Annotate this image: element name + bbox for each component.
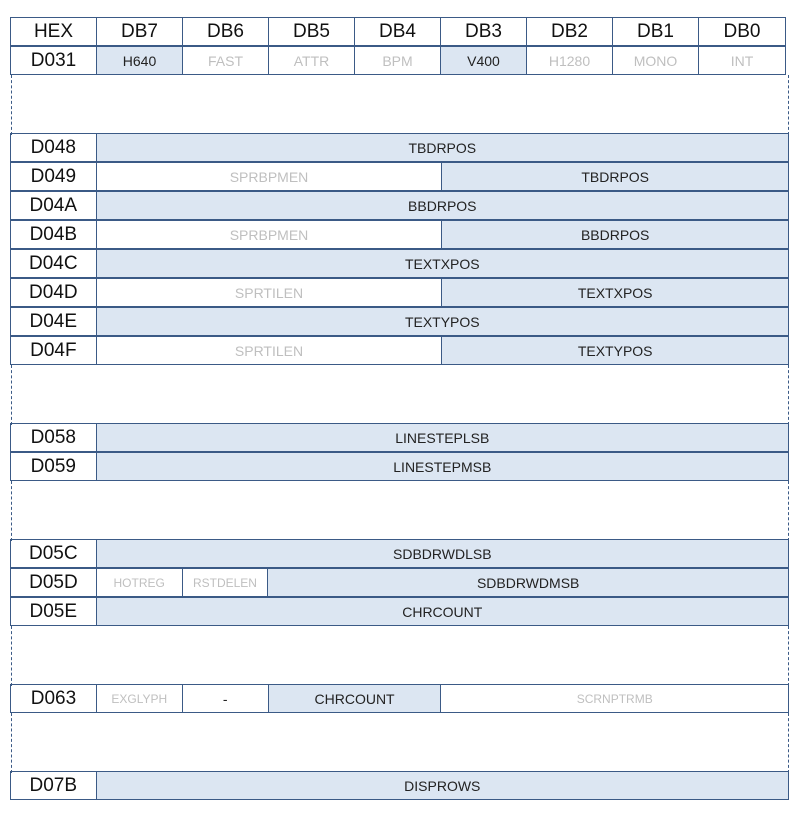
register-address: D05E: [10, 597, 97, 626]
bit-field: HOTREG: [96, 568, 183, 597]
bit-field: SCRNPTRMB: [440, 684, 789, 713]
bit-field: TEXTXPOS: [96, 249, 789, 278]
bit-field: SPRBPMEN: [96, 220, 443, 249]
bit-field: ATTR: [268, 46, 355, 75]
bit-field: TEXTYPOS: [441, 336, 789, 365]
register-address: D04B: [10, 220, 97, 249]
register-address: D04D: [10, 278, 97, 307]
bit-field: LINESTEPMSB: [96, 452, 789, 481]
register-row: [11, 569, 789, 598]
register-address: D063: [10, 684, 97, 713]
register-address: D04A: [10, 191, 97, 220]
bit-header-db5: DB5: [268, 17, 355, 46]
bit-field: BBDRPOS: [441, 220, 789, 249]
register-row: [11, 47, 789, 76]
bit-field: BPM: [354, 46, 441, 75]
register-address: D04F: [10, 336, 97, 365]
register-address: D048: [10, 133, 97, 162]
register-address: D058: [10, 423, 97, 452]
group-separator: [11, 366, 789, 424]
register-address: D049: [10, 162, 97, 191]
bit-header-db4: DB4: [354, 17, 441, 46]
register-row: [11, 598, 789, 627]
register-row: [11, 424, 789, 453]
register-row: [11, 279, 789, 308]
bit-field: FAST: [182, 46, 269, 75]
bit-field: SPRTILEN: [96, 278, 443, 307]
bit-header-db6: DB6: [182, 17, 269, 46]
group-separator: [11, 714, 789, 772]
register-address: D059: [10, 452, 97, 481]
bit-field: V400: [440, 46, 527, 75]
bit-field: BBDRPOS: [96, 191, 789, 220]
register-address: D07B: [10, 771, 97, 800]
group-separator: [11, 627, 789, 685]
group-separator: [11, 482, 789, 540]
group-separator: [11, 76, 789, 134]
bit-header-db0: DB0: [698, 17, 786, 46]
register-row: [11, 337, 789, 366]
register-address: D05D: [10, 568, 97, 597]
register-row: [11, 192, 789, 221]
register-row: [11, 453, 789, 482]
bit-field: H640: [96, 46, 183, 75]
bit-field: MONO: [612, 46, 699, 75]
bit-field: H1280: [526, 46, 613, 75]
bit-field: SDBDRWDMSB: [267, 568, 789, 597]
register-row: [11, 163, 789, 192]
bit-field: TEXTYPOS: [96, 307, 789, 336]
bit-field: RSTDELEN: [182, 568, 269, 597]
register-row: [11, 134, 789, 163]
bit-field: SPRTILEN: [96, 336, 443, 365]
bit-field: LINESTEPLSB: [96, 423, 789, 452]
register-address: D04E: [10, 307, 97, 336]
register-row: [11, 772, 789, 801]
bit-field: EXGLYPH: [96, 684, 183, 713]
header-row: [11, 18, 789, 47]
bit-field: TBDRPOS: [441, 162, 789, 191]
bit-field: CHRCOUNT: [268, 684, 442, 713]
register-row: [11, 685, 789, 714]
bit-field: TEXTXPOS: [441, 278, 789, 307]
bit-header-db1: DB1: [612, 17, 699, 46]
bit-header-db7: DB7: [96, 17, 183, 46]
register-row: [11, 308, 789, 337]
register-rows: [11, 47, 789, 801]
bit-field: DISPROWS: [96, 771, 789, 800]
bit-header-db2: DB2: [526, 17, 613, 46]
register-table: [11, 18, 789, 801]
register-row: [11, 540, 789, 569]
bit-field: SDBDRWDLSB: [96, 539, 789, 568]
bit-field: -: [182, 684, 269, 713]
register-address: D05C: [10, 539, 97, 568]
register-row: [11, 221, 789, 250]
register-row: [11, 250, 789, 279]
bit-field: CHRCOUNT: [96, 597, 789, 626]
hex-header: HEX: [10, 17, 97, 46]
register-address: D04C: [10, 249, 97, 278]
bit-field: SPRBPMEN: [96, 162, 443, 191]
bit-field: TBDRPOS: [96, 133, 789, 162]
register-address: D031: [10, 46, 97, 75]
bit-header-db3: DB3: [440, 17, 527, 46]
bit-field: INT: [698, 46, 786, 75]
